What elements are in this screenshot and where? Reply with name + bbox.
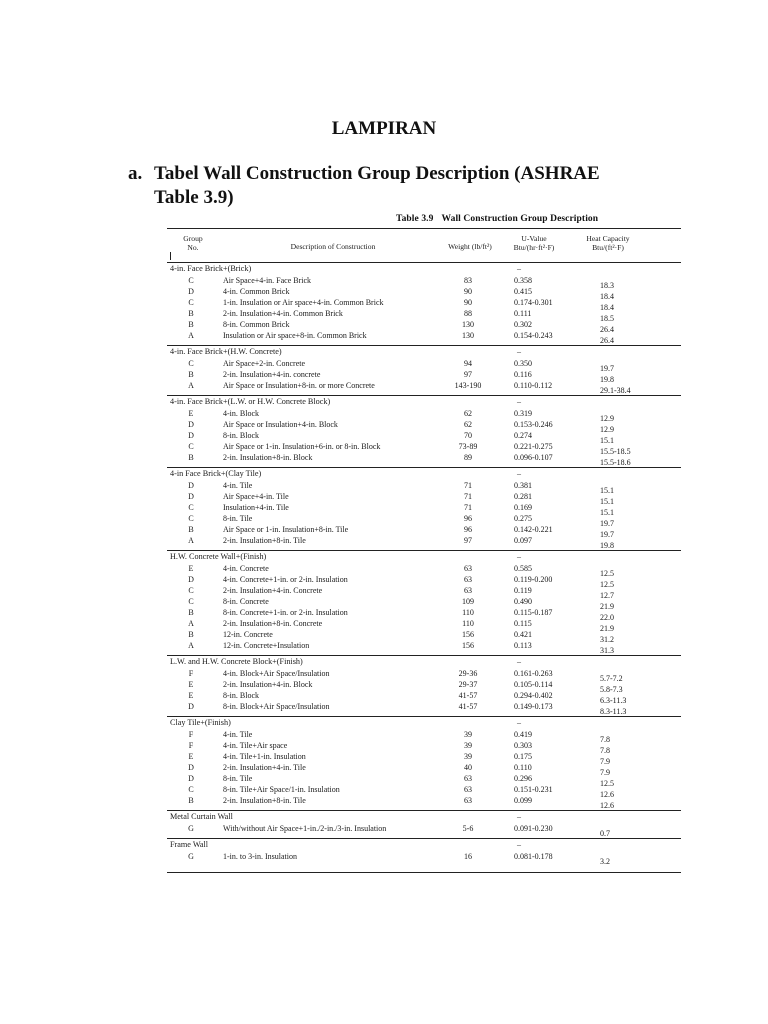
table-row — [167, 773, 681, 788]
row-weight: 156 — [462, 630, 474, 639]
row-heat-capacity: 12.9 — [600, 425, 614, 434]
row-group: B — [188, 309, 194, 318]
row-u-value: 0.151-0.231 — [514, 785, 553, 794]
table-row — [167, 319, 681, 334]
row-u-value: 0.275 — [514, 514, 532, 523]
row-group: D — [188, 763, 194, 772]
table-row — [167, 740, 681, 755]
row-u-value: 0.319 — [514, 409, 532, 418]
row-weight: 97 — [464, 370, 472, 379]
row-heat-capacity: 15.1 — [600, 508, 614, 517]
table-row — [167, 408, 681, 423]
table-row — [167, 480, 681, 495]
row-weight: 63 — [464, 785, 472, 794]
row-description: 2-in. Insulation+8-in. Concrete — [223, 619, 323, 628]
table-row — [167, 330, 681, 345]
section-title-line1: Tabel Wall Construction Group Description (ASHRAE — [154, 163, 600, 184]
group-rule — [167, 395, 681, 396]
table-row — [167, 762, 681, 777]
row-u-value: 0.111 — [514, 309, 532, 318]
row-heat-capacity: 12.5 — [600, 779, 614, 788]
row-weight: 130 — [462, 320, 474, 329]
row-description: Air Space or 1-in. Insulation+8-in. Tile — [223, 525, 349, 534]
row-group: C — [188, 586, 194, 595]
row-group: B — [188, 525, 194, 534]
table-row — [167, 369, 681, 384]
table-row — [167, 607, 681, 622]
row-u-value: 0.149-0.173 — [514, 702, 553, 711]
row-description: 2-in. Insulation+8-in. Tile — [223, 536, 306, 545]
row-u-value: 0.119-0.200 — [514, 575, 553, 584]
row-description: 2-in. Insulation+8-in. Tile — [223, 796, 306, 805]
group-rule — [167, 810, 681, 811]
row-group: E — [188, 564, 194, 573]
row-heat-capacity: 19.7 — [600, 519, 614, 528]
row-heat-capacity: 7.9 — [600, 757, 610, 766]
table-row — [167, 286, 681, 301]
row-u-value: 0.169 — [514, 503, 532, 512]
row-description: 8-in. Block — [223, 431, 259, 440]
table-row — [167, 596, 681, 611]
row-weight: 39 — [464, 730, 472, 739]
row-u-value: 0.490 — [514, 597, 532, 606]
row-weight: 71 — [464, 492, 472, 501]
row-weight: 94 — [464, 359, 472, 368]
group-rule — [167, 550, 681, 551]
row-description: With/without Air Space+1-in./2-in./3-in. Insulation — [223, 824, 387, 833]
row-weight: 62 — [464, 409, 472, 418]
row-group: D — [188, 431, 194, 440]
row-weight: 29-36 — [458, 669, 478, 678]
row-u-value: 0.105-0.114 — [514, 680, 553, 689]
row-heat-capacity: 22.0 — [600, 613, 614, 622]
group-heading: 4-in. Face Brick+(L.W. or H.W. Concrete Block) — [170, 397, 331, 406]
row-heat-capacity: 21.9 — [600, 624, 614, 633]
row-heat-capacity: 26.4 — [600, 336, 614, 345]
group-heading: 4-in. Face Brick+(Brick) — [170, 264, 252, 273]
row-group: A — [188, 331, 194, 340]
header-heat-line1: Heat Capacity — [586, 234, 630, 243]
row-description: Air Space+2-in. Concrete — [223, 359, 306, 368]
row-weight: 97 — [464, 536, 472, 545]
row-group: B — [188, 320, 194, 329]
row-u-value: 0.096-0.107 — [514, 453, 553, 462]
row-heat-capacity: 18.4 — [600, 292, 614, 301]
row-u-value: 0.081-0.178 — [514, 852, 553, 861]
row-description: 4-in. Block+Air Space/Insulation — [223, 669, 330, 678]
row-weight: 156 — [462, 641, 474, 650]
group-dash: – — [517, 347, 521, 356]
group-rule — [167, 838, 681, 839]
table-row — [167, 729, 681, 744]
row-weight: 90 — [464, 298, 472, 307]
header-bottom-rule — [167, 262, 681, 263]
table-caption-title: Wall Construction Group Description — [441, 214, 599, 224]
row-heat-capacity: 15.1 — [600, 497, 614, 506]
row-heat-capacity: 19.7 — [600, 530, 614, 539]
row-group: C — [188, 442, 194, 451]
row-weight: 88 — [464, 309, 472, 318]
row-description: 8-in. Concrete — [223, 597, 269, 606]
row-heat-capacity: 19.7 — [600, 364, 614, 373]
table-row — [167, 308, 681, 323]
row-u-value: 0.274 — [514, 431, 532, 440]
header-group-line1: Group — [183, 234, 203, 243]
row-description: 1-in. Insulation or Air space+4-in. Common Brick — [223, 298, 384, 307]
row-u-value: 0.174-0.301 — [514, 298, 553, 307]
row-u-value: 0.296 — [514, 774, 532, 783]
group-dash: – — [517, 840, 521, 849]
header-heat-capacity — [575, 234, 641, 252]
row-weight: 39 — [464, 741, 472, 750]
row-heat-capacity: 19.8 — [600, 375, 614, 384]
row-description: 2-in. Insulation+4-in. Concrete — [223, 586, 323, 595]
row-weight: 29-37 — [458, 680, 478, 689]
row-group: F — [188, 669, 194, 678]
section-title — [128, 162, 688, 210]
header-group-no — [173, 234, 213, 252]
header-u-value — [495, 234, 573, 252]
row-group: D — [188, 481, 194, 490]
row-group: B — [188, 608, 194, 617]
table-row — [167, 640, 681, 655]
row-u-value: 0.585 — [514, 564, 532, 573]
row-heat-capacity: 15.1 — [600, 436, 614, 445]
group-heading: 4-in. Face Brick+(H.W. Concrete) — [170, 347, 282, 356]
row-group: D — [188, 420, 194, 429]
row-weight: 41-57 — [458, 702, 478, 711]
row-group: B — [188, 453, 194, 462]
table-row — [167, 629, 681, 644]
row-heat-capacity: 3.2 — [600, 857, 610, 866]
row-weight: 63 — [464, 564, 472, 573]
row-weight: 63 — [464, 796, 472, 805]
header-group-line2: No. — [187, 243, 199, 252]
row-group: A — [188, 619, 194, 628]
row-u-value: 0.350 — [514, 359, 532, 368]
row-group: D — [188, 492, 194, 501]
row-weight: 5-6 — [462, 824, 474, 833]
group-rule — [167, 655, 681, 656]
row-u-value: 0.115-0.187 — [514, 608, 553, 617]
row-u-value: 0.116 — [514, 370, 532, 379]
table-row — [167, 795, 681, 810]
row-heat-capacity: 12.9 — [600, 414, 614, 423]
group-heading: Metal Curtain Wall — [170, 812, 233, 821]
row-group: F — [188, 741, 194, 750]
header-description: Description of Construction — [290, 242, 376, 251]
table-row — [167, 297, 681, 312]
row-weight: 71 — [464, 481, 472, 490]
row-description: 12-in. Concrete+Insulation — [223, 641, 310, 650]
row-heat-capacity: 5.7-7.2 — [600, 674, 623, 683]
row-group: F — [188, 730, 194, 739]
header-heat-line2: Btu/(ft²·F) — [592, 243, 624, 252]
row-group: D — [188, 702, 194, 711]
row-heat-capacity: 18.3 — [600, 281, 614, 290]
table-row — [167, 574, 681, 589]
row-weight: 109 — [462, 597, 474, 606]
table-row — [167, 452, 681, 467]
row-group: D — [188, 575, 194, 584]
row-u-value: 0.110-0.112 — [514, 381, 553, 390]
row-weight: 16 — [464, 852, 472, 861]
group-dash: – — [517, 812, 521, 821]
row-u-value: 0.415 — [514, 287, 532, 296]
row-group: E — [188, 752, 194, 761]
row-heat-capacity: 12.6 — [600, 801, 614, 810]
page-heading: LAMPIRAN — [331, 118, 437, 139]
group-dash: – — [517, 657, 521, 666]
row-group: C — [188, 785, 194, 794]
row-description: 8-in. Concrete+1-in. or 2-in. Insulation — [223, 608, 348, 617]
row-heat-capacity: 15.5-18.5 — [600, 447, 631, 456]
header-u-line2: Btu/(hr·ft²·F) — [513, 243, 555, 252]
row-description: 4-in. Tile+Air space — [223, 741, 288, 750]
row-weight: 39 — [464, 752, 472, 761]
row-u-value: 0.142-0.221 — [514, 525, 553, 534]
table-row — [167, 823, 681, 838]
group-dash: – — [517, 469, 521, 478]
row-weight: 40 — [464, 763, 472, 772]
row-description: 8-in. Block — [223, 691, 259, 700]
row-u-value: 0.358 — [514, 276, 532, 285]
row-u-value: 0.153-0.246 — [514, 420, 553, 429]
table-row — [167, 358, 681, 373]
row-group: C — [188, 503, 194, 512]
header-weight: Weight (lb/ft²) — [448, 242, 492, 251]
row-weight: 62 — [464, 420, 472, 429]
row-heat-capacity: 18.5 — [600, 314, 614, 323]
row-description: 4-in. Tile — [223, 481, 253, 490]
row-group: A — [188, 641, 194, 650]
row-heat-capacity: 29.1-38.4 — [600, 386, 631, 395]
table-caption-number: Table 3.9 — [396, 214, 434, 224]
row-group: C — [188, 597, 194, 606]
row-u-value: 0.091-0.230 — [514, 824, 553, 833]
row-description: 4-in. Common Brick — [223, 287, 290, 296]
table-row — [167, 502, 681, 517]
row-description: Insulation+4-in. Tile — [223, 503, 289, 512]
row-heat-capacity: 15.5-18.6 — [600, 458, 631, 467]
row-group: C — [188, 514, 194, 523]
row-heat-capacity: 12.7 — [600, 591, 614, 600]
table-caption — [396, 214, 598, 224]
table-row — [167, 563, 681, 578]
row-weight: 90 — [464, 287, 472, 296]
row-weight: 130 — [462, 331, 474, 340]
row-u-value: 0.175 — [514, 752, 532, 761]
row-description: Air Space or Insulation+8-in. or more Concrete — [223, 381, 375, 390]
table-row — [167, 441, 681, 456]
table-row — [167, 618, 681, 633]
table-row — [167, 430, 681, 445]
table-row — [167, 419, 681, 434]
row-description: 8-in. Block+Air Space/Insulation — [223, 702, 330, 711]
row-u-value: 0.294-0.402 — [514, 691, 553, 700]
group-rule — [167, 467, 681, 468]
group-rule — [167, 872, 681, 873]
row-group: E — [188, 691, 194, 700]
row-description: Insulation or Air space+8-in. Common Brick — [223, 331, 367, 340]
row-heat-capacity: 8.3-11.3 — [600, 707, 627, 716]
row-description: 4-in. Tile+1-in. Insulation — [223, 752, 306, 761]
table-row — [167, 585, 681, 600]
header-tick — [170, 252, 171, 260]
row-group: B — [188, 630, 194, 639]
group-heading: Clay Tile+(Finish) — [170, 718, 231, 727]
row-heat-capacity: 21.9 — [600, 602, 614, 611]
row-u-value: 0.381 — [514, 481, 532, 490]
row-u-value: 0.110 — [514, 763, 532, 772]
row-heat-capacity: 7.8 — [600, 746, 610, 755]
row-group: G — [188, 824, 194, 833]
row-group: E — [188, 680, 194, 689]
row-description: 8-in. Tile — [223, 514, 253, 523]
group-rule — [167, 345, 681, 346]
row-weight: 41-57 — [458, 691, 478, 700]
row-description: 4-in. Block — [223, 409, 259, 418]
row-description: 2-in. Insulation+4-in. Block — [223, 680, 313, 689]
group-heading: H.W. Concrete Wall+(Finish) — [170, 552, 267, 561]
row-weight: 70 — [464, 431, 472, 440]
table-row — [167, 851, 681, 866]
row-description: 4-in. Tile — [223, 730, 253, 739]
wall-construction-table — [167, 228, 681, 866]
row-heat-capacity: 12.5 — [600, 569, 614, 578]
row-group: G — [188, 852, 194, 861]
row-weight: 96 — [464, 525, 472, 534]
row-heat-capacity: 6.3-11.3 — [600, 696, 627, 705]
row-description: 2-in. Insulation+4-in. Common Brick — [223, 309, 343, 318]
row-description: 2-in. Insulation+8-in. Block — [223, 453, 313, 462]
row-group: A — [188, 536, 194, 545]
row-weight: 71 — [464, 503, 472, 512]
table-row — [167, 535, 681, 550]
table-row — [167, 784, 681, 799]
row-heat-capacity: 15.1 — [600, 486, 614, 495]
group-heading: L.W. and H.W. Concrete Block+(Finish) — [170, 657, 303, 666]
row-group: B — [188, 796, 194, 805]
table-row — [167, 751, 681, 766]
row-description: Air Space+4-in. Face Brick — [223, 276, 312, 285]
row-group: B — [188, 370, 194, 379]
group-dash: – — [517, 718, 521, 727]
row-weight: 83 — [464, 276, 472, 285]
row-group: D — [188, 774, 194, 783]
row-description: 8-in. Common Brick — [223, 320, 290, 329]
row-group: C — [188, 276, 194, 285]
row-heat-capacity: 12.5 — [600, 580, 614, 589]
row-u-value: 0.302 — [514, 320, 532, 329]
row-description: Air Space+4-in. Tile — [223, 492, 289, 501]
row-group: A — [188, 381, 194, 390]
row-u-value: 0.419 — [514, 730, 532, 739]
row-heat-capacity: 0.7 — [600, 829, 610, 838]
row-heat-capacity: 31.2 — [600, 635, 614, 644]
row-description: 2-in. Insulation+4-in. Tile — [223, 763, 306, 772]
row-heat-capacity: 19.8 — [600, 541, 614, 550]
row-description: 1-in. to 3-in. Insulation — [223, 852, 297, 861]
header-u-line1: U-Value — [521, 234, 547, 243]
row-weight: 63 — [464, 586, 472, 595]
group-heading: Frame Wall — [170, 840, 209, 849]
row-description: Air Space or 1-in. Insulation+6-in. or 8-in. Block — [223, 442, 381, 451]
row-description: 4-in. Concrete — [223, 564, 269, 573]
row-heat-capacity: 12.6 — [600, 790, 614, 799]
group-heading: 4-in Face Brick+(Clay Tile) — [170, 469, 262, 478]
row-u-value: 0.154-0.243 — [514, 331, 553, 340]
row-description: 12-in. Concrete — [223, 630, 273, 639]
table-row — [167, 524, 681, 539]
row-group: C — [188, 298, 194, 307]
table-top-rule — [167, 228, 681, 229]
row-weight: 89 — [464, 453, 472, 462]
row-heat-capacity: 7.9 — [600, 768, 610, 777]
row-u-value: 0.099 — [514, 796, 532, 805]
row-weight: 63 — [464, 774, 472, 783]
table-row — [167, 701, 681, 716]
row-weight: 110 — [462, 608, 474, 617]
row-description: 2-in. Insulation+4-in. concrete — [223, 370, 321, 379]
row-u-value: 0.115 — [514, 619, 532, 628]
row-description: 4-in. Concrete+1-in. or 2-in. Insulation — [223, 575, 348, 584]
row-group: E — [188, 409, 194, 418]
table-row — [167, 491, 681, 506]
table-row — [167, 513, 681, 528]
table-row — [167, 690, 681, 705]
row-u-value: 0.119 — [514, 586, 532, 595]
table-row — [167, 275, 681, 290]
group-rule — [167, 716, 681, 717]
row-weight: 73-89 — [458, 442, 478, 451]
row-group: D — [188, 287, 194, 296]
row-heat-capacity: 7.8 — [600, 735, 610, 744]
row-weight: 110 — [462, 619, 474, 628]
row-u-value: 0.421 — [514, 630, 532, 639]
row-group: C — [188, 359, 194, 368]
row-u-value: 0.303 — [514, 741, 532, 750]
group-dash: – — [517, 264, 521, 273]
row-u-value: 0.097 — [514, 536, 532, 545]
table-row — [167, 380, 681, 395]
section-letter: a. — [128, 163, 143, 184]
row-description: 8-in. Tile+Air Space/1-in. Insulation — [223, 785, 340, 794]
row-heat-capacity: 18.4 — [600, 303, 614, 312]
row-weight: 63 — [464, 575, 472, 584]
row-u-value: 0.113 — [514, 641, 532, 650]
row-weight: 143-190 — [454, 381, 482, 390]
row-heat-capacity: 26.4 — [600, 325, 614, 334]
group-dash: – — [517, 397, 521, 406]
group-dash: – — [517, 552, 521, 561]
row-weight: 96 — [464, 514, 472, 523]
row-heat-capacity: 31.3 — [600, 646, 614, 655]
table-row — [167, 668, 681, 683]
row-description: 8-in. Tile — [223, 774, 253, 783]
row-description: Air Space or Insulation+4-in. Block — [223, 420, 338, 429]
row-u-value: 0.221-0.275 — [514, 442, 553, 451]
row-u-value: 0.281 — [514, 492, 532, 501]
table-row — [167, 679, 681, 694]
row-u-value: 0.161-0.263 — [514, 669, 553, 678]
section-title-line2: Table 3.9) — [154, 187, 234, 208]
row-heat-capacity: 5.8-7.3 — [600, 685, 623, 694]
